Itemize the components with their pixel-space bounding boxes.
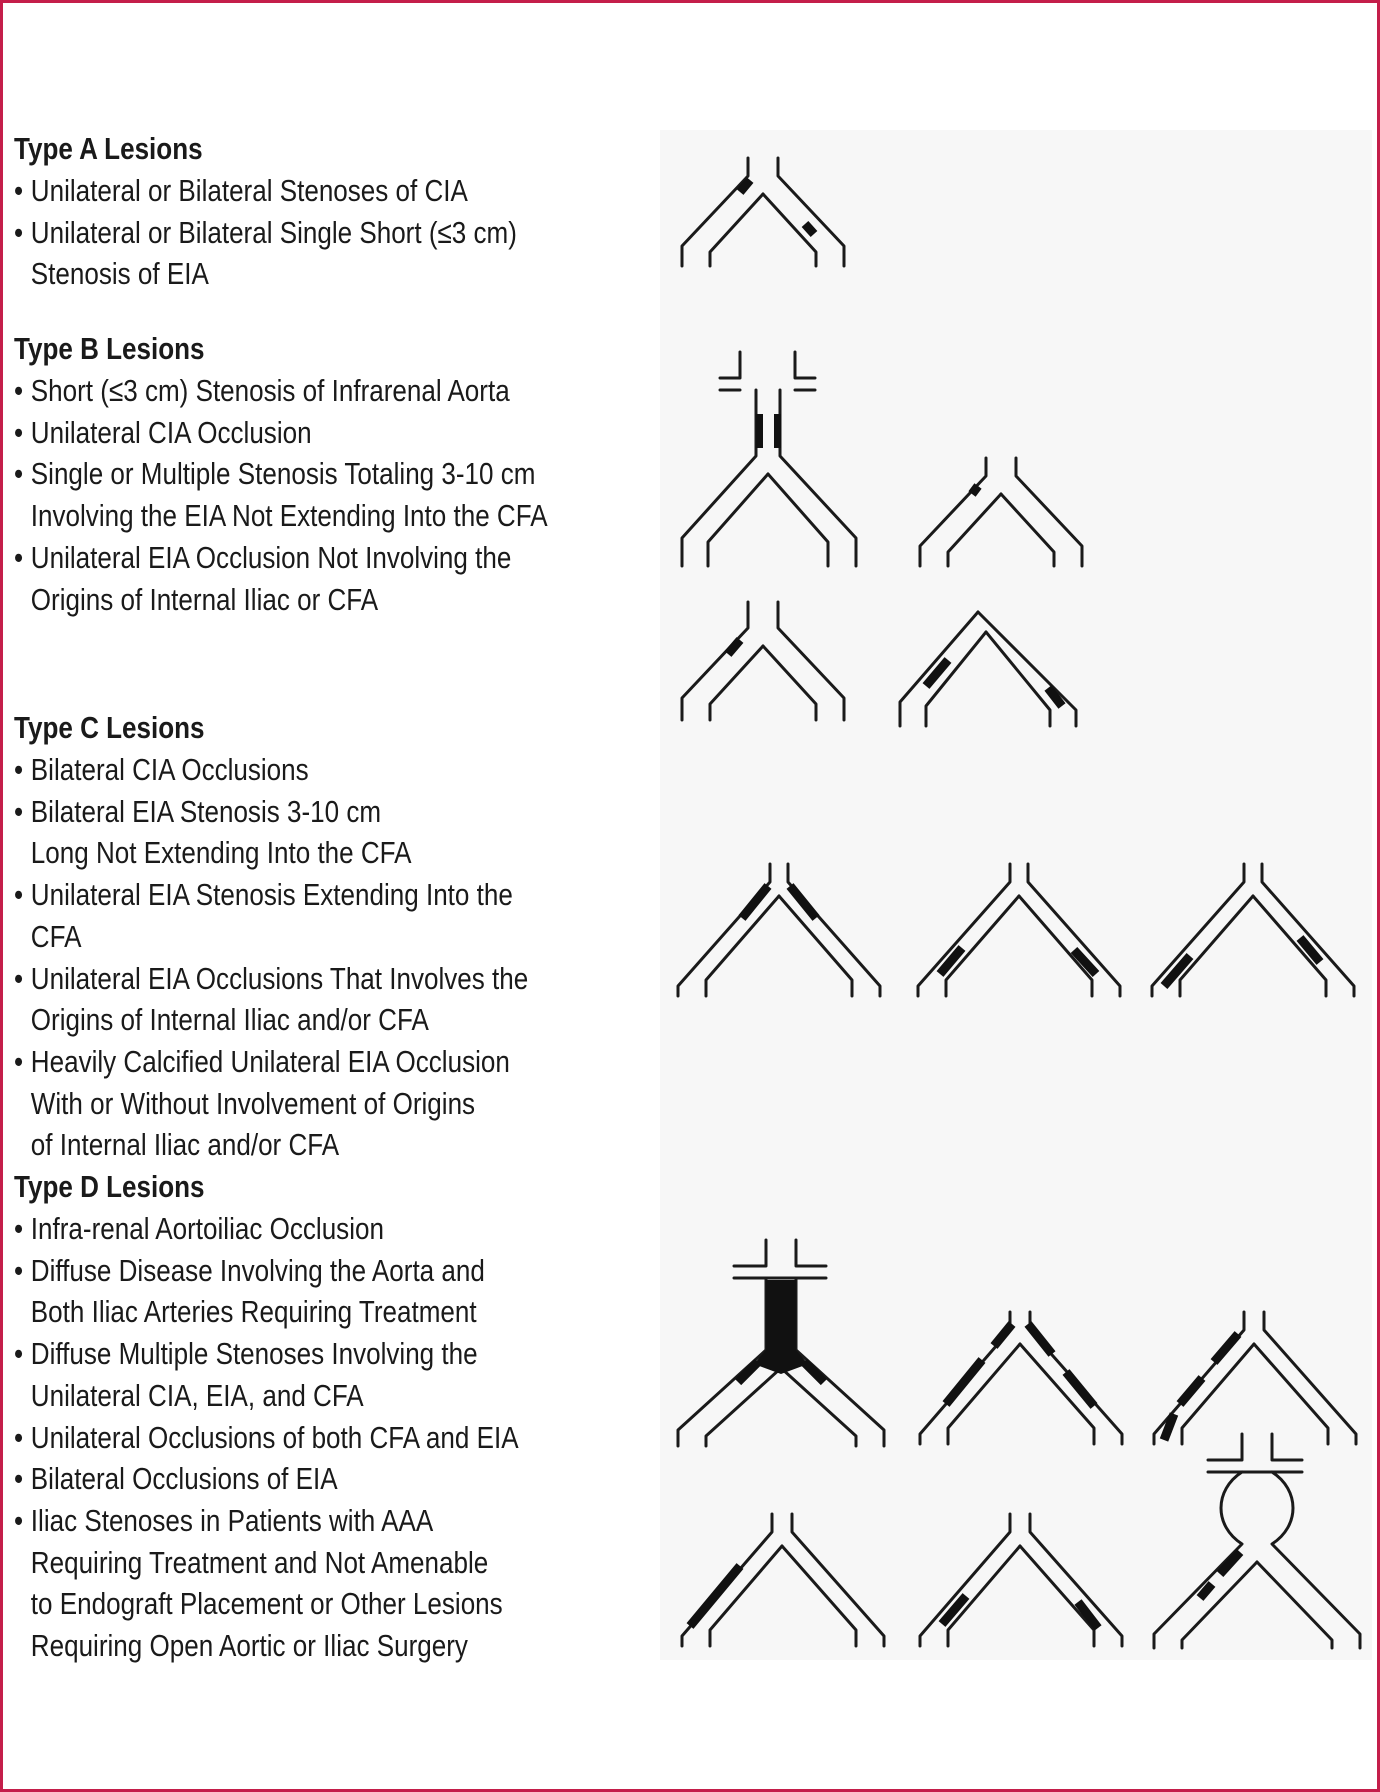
list-item: • Unilateral EIA Stenosis Extending Into the CFA — [14, 874, 568, 957]
section-type-d — [14, 1166, 674, 1667]
list-item: • Bilateral Occlusions of EIA — [14, 1458, 568, 1500]
list-item: • Bilateral EIA Stenosis 3-10 cm Long Not Extending Into the CFA — [14, 791, 568, 874]
list-item: • Unilateral or Bilateral Stenoses of CIA — [14, 170, 568, 212]
section-title-type-a: Type A Lesions — [14, 131, 203, 166]
section-title-type-b: Type B Lesions — [14, 331, 205, 366]
list-item: • Infra-renal Aortoiliac Occlusion — [14, 1208, 568, 1250]
list-item: • Unilateral CIA Occlusion — [14, 412, 568, 454]
diagram-panel — [660, 130, 1372, 1660]
list-item: • Diffuse Disease Involving the Aorta and Both Iliac Arteries Requiring Treatment — [14, 1250, 568, 1333]
list-item: • Short (≤3 cm) Stenosis of Infrarenal Aorta — [14, 370, 568, 412]
list-item: • Diffuse Multiple Stenoses Involving the Unilateral CIA, EIA, and CFA — [14, 1333, 568, 1416]
list-item: • Heavily Calcified Unilateral EIA Occlusion With or Without Involvement of Origins of Internal Iliac and/or CFA — [14, 1041, 568, 1166]
type-c-list — [14, 749, 674, 1166]
list-item: • Unilateral EIA Occlusions That Involves the Origins of Internal Iliac and/or CFA — [14, 958, 568, 1041]
section-title-type-d: Type D Lesions — [14, 1169, 205, 1204]
list-item: • Unilateral EIA Occlusion Not Involving the Origins of Internal Iliac or CFA — [14, 537, 568, 620]
list-item: • Unilateral or Bilateral Single Short (≤3 cm) Stenosis of EIA — [14, 212, 568, 295]
section-type-b — [14, 328, 674, 620]
section-title-type-c: Type C Lesions — [14, 710, 205, 745]
list-item: • Iliac Stenoses in Patients with AAA Requiring Treatment and Not Amenable to Endograft Placement or Other Lesions Requiring Open Aortic or Iliac Surgery — [14, 1500, 568, 1667]
list-item: • Bilateral CIA Occlusions — [14, 749, 568, 791]
type-a-list — [14, 170, 674, 295]
list-item: • Unilateral Occlusions of both CFA and EIA — [14, 1417, 568, 1459]
section-type-c — [14, 707, 674, 1166]
type-b-list — [14, 370, 674, 620]
type-d-list — [14, 1208, 674, 1667]
list-item: • Single or Multiple Stenosis Totaling 3-10 cm Involving the EIA Not Extending Into the CFA — [14, 453, 568, 536]
section-type-a — [14, 128, 674, 295]
